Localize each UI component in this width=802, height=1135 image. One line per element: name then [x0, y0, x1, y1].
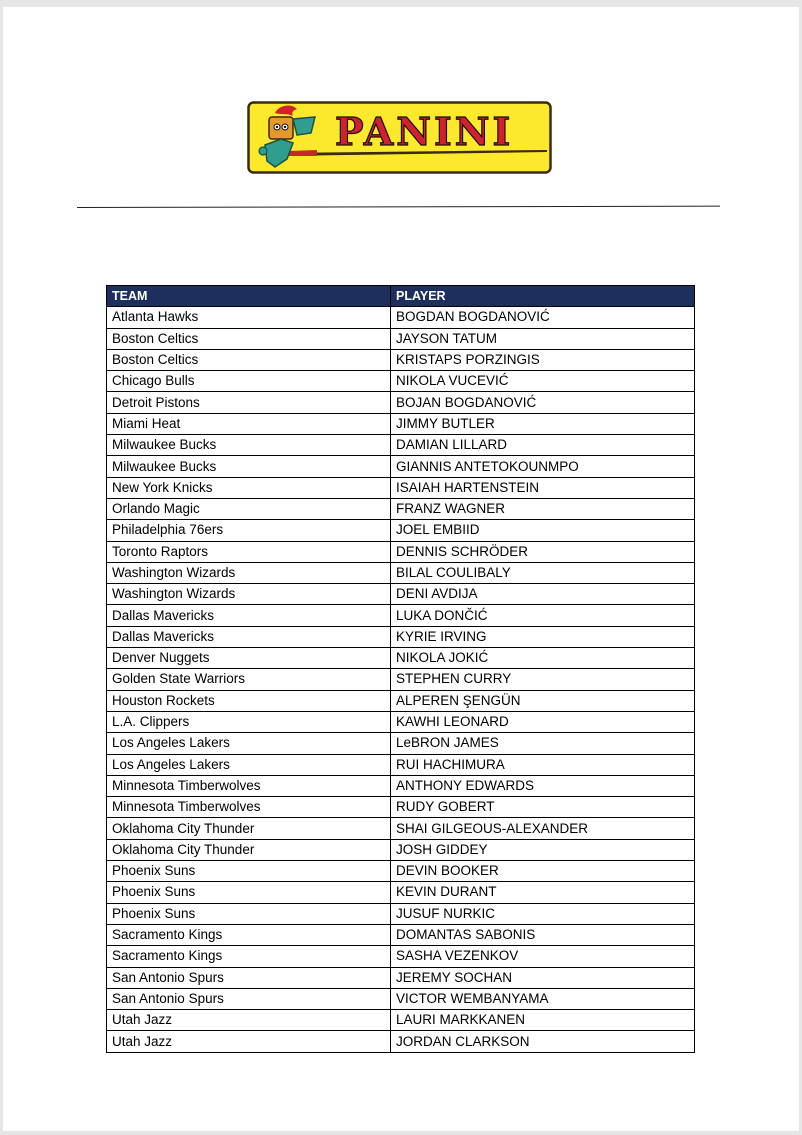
team-cell: San Antonio Spurs [107, 967, 391, 988]
player-cell: ISAIAH HARTENSTEIN [391, 477, 695, 498]
player-cell: BILAL COULIBALY [391, 562, 695, 583]
table-row [107, 392, 695, 413]
team-cell: Dallas Mavericks [107, 626, 391, 647]
table-row [107, 967, 695, 988]
table-row [107, 924, 695, 945]
table-row [107, 690, 695, 711]
table-row [107, 903, 695, 924]
player-cell: SHAI GILGEOUS-ALEXANDER [391, 818, 695, 839]
player-cell: LUKA DONČIĆ [391, 605, 695, 626]
player-cell: RUI HACHIMURA [391, 754, 695, 775]
table-row [107, 456, 695, 477]
player-cell: STEPHEN CURRY [391, 669, 695, 690]
team-cell: Houston Rockets [107, 690, 391, 711]
team-cell: Utah Jazz [107, 1031, 391, 1052]
table-row [107, 648, 695, 669]
table-row [107, 1010, 695, 1031]
team-cell: Toronto Raptors [107, 541, 391, 562]
team-cell: Phoenix Suns [107, 861, 391, 882]
table-row [107, 946, 695, 967]
team-cell: Miami Heat [107, 413, 391, 434]
player-cell: SASHA VEZENKOV [391, 946, 695, 967]
team-cell: Denver Nuggets [107, 648, 391, 669]
player-cell: LeBRON JAMES [391, 733, 695, 754]
table-row [107, 669, 695, 690]
player-cell: DEVIN BOOKER [391, 861, 695, 882]
team-cell: Los Angeles Lakers [107, 754, 391, 775]
player-cell: BOGDAN BOGDANOVIĆ [391, 307, 695, 328]
team-cell: Chicago Bulls [107, 371, 391, 392]
player-cell: ALPEREN ŞENGÜN [391, 690, 695, 711]
player-cell: NIKOLA VUCEVIĆ [391, 371, 695, 392]
column-header-team: TEAM [107, 286, 391, 307]
team-cell: Boston Celtics [107, 349, 391, 370]
team-cell: Philadelphia 76ers [107, 520, 391, 541]
team-cell: L.A. Clippers [107, 711, 391, 732]
team-cell: Phoenix Suns [107, 903, 391, 924]
player-cell: KRISTAPS PORZINGIS [391, 349, 695, 370]
horizontal-rule [77, 206, 720, 208]
table-row [107, 754, 695, 775]
panini-logo [247, 101, 552, 174]
table-row [107, 775, 695, 796]
player-cell: JOSH GIDDEY [391, 839, 695, 860]
player-cell: FRANZ WAGNER [391, 498, 695, 519]
table-row [107, 477, 695, 498]
table-row [107, 584, 695, 605]
player-cell: RUDY GOBERT [391, 797, 695, 818]
team-cell: Minnesota Timberwolves [107, 775, 391, 796]
team-cell: Oklahoma City Thunder [107, 818, 391, 839]
table-row [107, 307, 695, 328]
table-row [107, 435, 695, 456]
team-cell: Boston Celtics [107, 328, 391, 349]
table-header-row [107, 286, 695, 307]
table-row [107, 1031, 695, 1052]
player-cell: DENI AVDIJA [391, 584, 695, 605]
player-cell: VICTOR WEMBANYAMA [391, 988, 695, 1009]
player-cell: JOEL EMBIID [391, 520, 695, 541]
player-cell: JEREMY SOCHAN [391, 967, 695, 988]
table-row [107, 605, 695, 626]
table-row [107, 520, 695, 541]
table-row [107, 562, 695, 583]
player-cell: KEVIN DURANT [391, 882, 695, 903]
team-cell: Sacramento Kings [107, 924, 391, 945]
team-cell: San Antonio Spurs [107, 988, 391, 1009]
table-row [107, 733, 695, 754]
player-cell: DAMIAN LILLARD [391, 435, 695, 456]
team-cell: Utah Jazz [107, 1010, 391, 1031]
column-header-player: PLAYER [391, 286, 695, 307]
team-cell: Oklahoma City Thunder [107, 839, 391, 860]
team-cell: New York Knicks [107, 477, 391, 498]
table-row [107, 818, 695, 839]
player-cell: NIKOLA JOKIĆ [391, 648, 695, 669]
table-row [107, 988, 695, 1009]
player-cell: JAYSON TATUM [391, 328, 695, 349]
player-cell: BOJAN BOGDANOVIĆ [391, 392, 695, 413]
team-cell: Golden State Warriors [107, 669, 391, 690]
player-cell: KAWHI LEONARD [391, 711, 695, 732]
player-cell: JUSUF NURKIC [391, 903, 695, 924]
team-cell: Milwaukee Bucks [107, 456, 391, 477]
table-row [107, 371, 695, 392]
team-cell: Washington Wizards [107, 562, 391, 583]
table-row [107, 626, 695, 647]
team-cell: Washington Wizards [107, 584, 391, 605]
document-page [3, 7, 799, 1131]
table-row [107, 413, 695, 434]
table-row [107, 711, 695, 732]
player-cell: LAURI MARKKANEN [391, 1010, 695, 1031]
player-cell: GIANNIS ANTETOKOUNMPO [391, 456, 695, 477]
roster-table [106, 285, 695, 1053]
panini-wordmark: PANINI [335, 109, 514, 154]
team-cell: Atlanta Hawks [107, 307, 391, 328]
team-cell: Los Angeles Lakers [107, 733, 391, 754]
player-cell: KYRIE IRVING [391, 626, 695, 647]
team-cell: Dallas Mavericks [107, 605, 391, 626]
team-cell: Orlando Magic [107, 498, 391, 519]
player-cell: DOMANTAS SABONIS [391, 924, 695, 945]
table-row [107, 797, 695, 818]
player-cell: DENNIS SCHRÖDER [391, 541, 695, 562]
player-cell: JIMMY BUTLER [391, 413, 695, 434]
table-row [107, 861, 695, 882]
team-cell: Milwaukee Bucks [107, 435, 391, 456]
table-row [107, 541, 695, 562]
table-row [107, 839, 695, 860]
table-row [107, 498, 695, 519]
table-row [107, 328, 695, 349]
team-cell: Minnesota Timberwolves [107, 797, 391, 818]
team-cell: Phoenix Suns [107, 882, 391, 903]
table-row [107, 349, 695, 370]
player-cell: ANTHONY EDWARDS [391, 775, 695, 796]
table-row [107, 882, 695, 903]
team-cell: Detroit Pistons [107, 392, 391, 413]
player-cell: JORDAN CLARKSON [391, 1031, 695, 1052]
team-cell: Sacramento Kings [107, 946, 391, 967]
